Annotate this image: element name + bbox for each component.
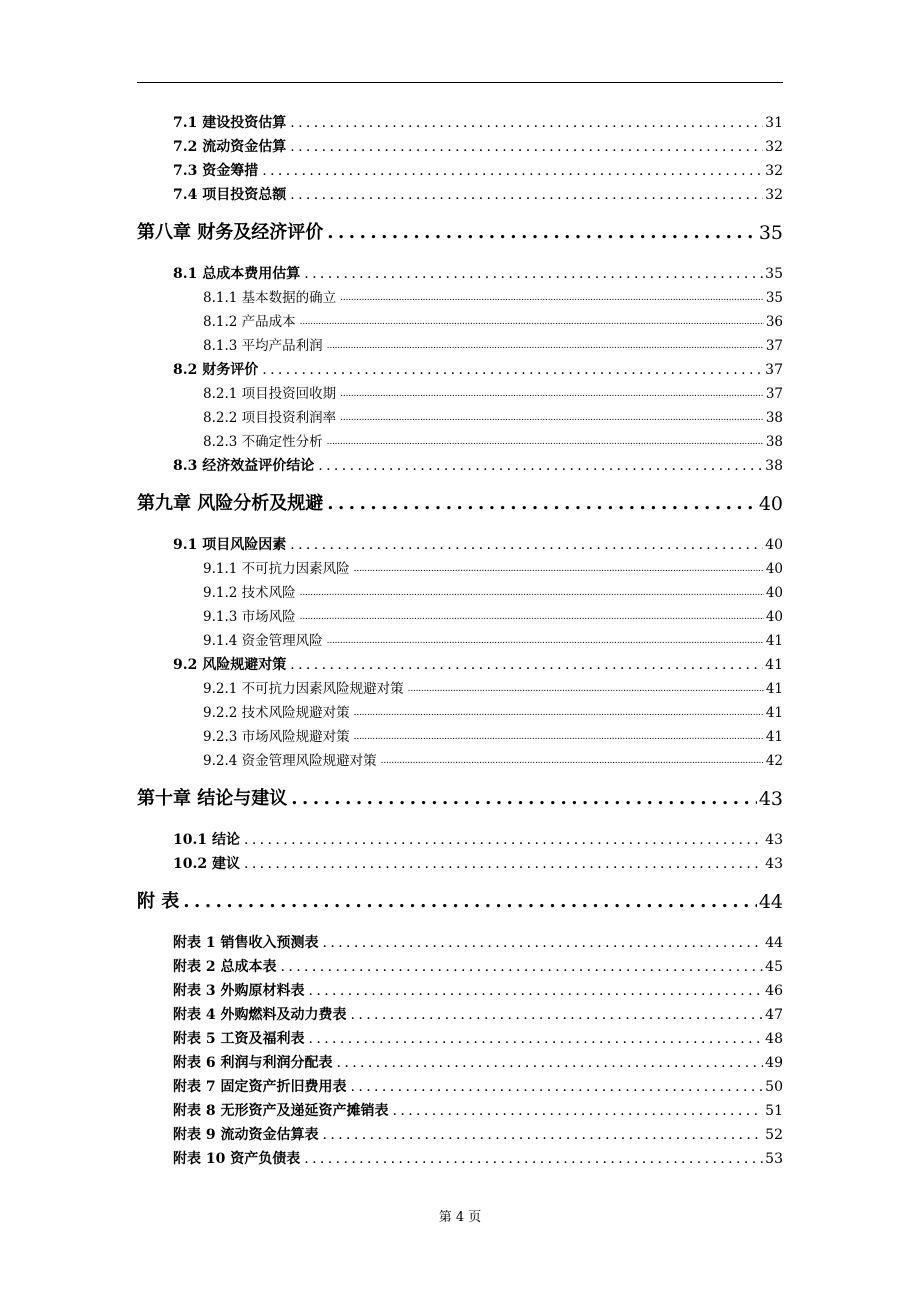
toc-entry-title: 9.2.2 技术风险规避对策 bbox=[203, 705, 350, 721]
toc-appendix-entry[interactable] bbox=[173, 956, 783, 978]
toc-entry-page-number: 51 bbox=[765, 1103, 783, 1119]
toc-entry-title: 8.1.3 平均产品利润 bbox=[203, 338, 323, 354]
toc-section-entry[interactable] bbox=[173, 455, 783, 477]
dot-leader bbox=[244, 853, 763, 875]
toc-entry-page-number: 37 bbox=[765, 338, 783, 354]
toc-entry-page-number: 38 bbox=[765, 458, 783, 474]
toc-entry-page-number: 41 bbox=[765, 729, 783, 745]
toc-entry-title: 8.2.3 不确定性分析 bbox=[203, 434, 323, 450]
dot-leader bbox=[354, 558, 764, 580]
dot-leader bbox=[281, 956, 764, 978]
dot-leader bbox=[408, 678, 764, 700]
dot-leader bbox=[381, 750, 764, 772]
toc-appendix-entry[interactable] bbox=[173, 1004, 783, 1026]
toc-entry-title: 附表 2 总成本表 bbox=[173, 959, 277, 975]
toc-section-entry[interactable] bbox=[173, 654, 783, 676]
dot-leader bbox=[393, 1100, 764, 1122]
toc-entry-title: 10.2 建议 bbox=[173, 856, 240, 872]
toc-entry-title: 7.4 项目投资总额 bbox=[173, 187, 287, 203]
toc-chapter-entry[interactable] bbox=[137, 784, 783, 814]
dot-leader bbox=[327, 431, 764, 453]
toc-appendix-entry[interactable] bbox=[173, 1028, 783, 1050]
toc-section-entry[interactable] bbox=[173, 853, 783, 875]
toc-entry-page-number: 47 bbox=[765, 1007, 783, 1023]
toc-section-entry[interactable] bbox=[173, 184, 783, 206]
toc-entry-page-number: 40 bbox=[765, 537, 783, 553]
toc-entry-page-number: 45 bbox=[765, 959, 783, 975]
toc-entry-page-number: 32 bbox=[765, 163, 783, 179]
toc-entry-title: 9.1.1 不可抗力因素风险 bbox=[203, 561, 350, 577]
toc-entry-page-number: 50 bbox=[765, 1079, 783, 1095]
dot-leader bbox=[340, 407, 764, 429]
toc-entry-page-number: 37 bbox=[765, 386, 783, 402]
toc-entry-page-number: 31 bbox=[765, 115, 783, 131]
toc-appendix-entry[interactable] bbox=[173, 932, 783, 954]
dot-leader bbox=[354, 726, 764, 748]
toc-entry-title: 9.2 风险规避对策 bbox=[173, 657, 287, 673]
toc-entry-page-number: 43 bbox=[758, 788, 783, 810]
toc-entry-page-number: 44 bbox=[758, 891, 783, 913]
toc-section-entry[interactable] bbox=[173, 829, 783, 851]
dot-leader bbox=[291, 784, 757, 814]
toc-appendix-entry[interactable] bbox=[173, 1076, 783, 1098]
dot-leader bbox=[290, 654, 763, 676]
toc-entry-page-number: 44 bbox=[765, 935, 783, 951]
toc-entry-page-number: 48 bbox=[765, 1031, 783, 1047]
toc-subsection-entry[interactable] bbox=[203, 287, 783, 309]
toc-entry-title: 附表 8 无形资产及递延资产摊销表 bbox=[173, 1103, 389, 1119]
toc-entry-title: 附表 4 外购燃料及动力费表 bbox=[173, 1007, 347, 1023]
toc-section-entry[interactable] bbox=[173, 534, 783, 556]
toc-entry-title: 8.1 总成本费用估算 bbox=[173, 266, 301, 282]
toc-entry-title: 7.2 流动资金估算 bbox=[173, 139, 287, 155]
toc-subsection-entry[interactable] bbox=[203, 383, 783, 405]
toc-entry-page-number: 40 bbox=[765, 609, 783, 625]
dot-leader bbox=[351, 1076, 764, 1098]
toc-appendix-entry[interactable] bbox=[173, 1052, 783, 1074]
toc-entry-page-number: 52 bbox=[765, 1127, 783, 1143]
toc-entry-page-number: 46 bbox=[765, 983, 783, 999]
toc-entry-title: 7.1 建设投资估算 bbox=[173, 115, 287, 131]
toc-subsection-entry[interactable] bbox=[203, 678, 783, 700]
toc-entry-page-number: 41 bbox=[765, 705, 783, 721]
toc-entry-title: 9.1.3 市场风险 bbox=[203, 609, 296, 625]
toc-entry-title: 9.2.4 资金管理风险规避对策 bbox=[203, 753, 377, 769]
toc-entry-page-number: 43 bbox=[765, 856, 783, 872]
toc-appendix-entry[interactable] bbox=[173, 980, 783, 1002]
dot-leader bbox=[304, 263, 763, 285]
toc-chapter-entry[interactable] bbox=[137, 489, 783, 519]
toc-entry-title: 附表 6 利润与利润分配表 bbox=[173, 1055, 333, 1071]
toc-subsection-entry[interactable] bbox=[203, 702, 783, 724]
toc-entry-title: 8.1.2 产品成本 bbox=[203, 314, 296, 330]
toc-subsection-entry[interactable] bbox=[203, 311, 783, 333]
toc-chapter-entry[interactable] bbox=[137, 887, 783, 917]
toc-entry-page-number: 42 bbox=[765, 753, 783, 769]
toc-subsection-entry[interactable] bbox=[203, 630, 783, 652]
toc-entry-page-number: 32 bbox=[765, 139, 783, 155]
toc-entry-page-number: 37 bbox=[765, 362, 783, 378]
toc-subsection-entry[interactable] bbox=[203, 335, 783, 357]
toc-entry-page-number: 41 bbox=[765, 681, 783, 697]
toc-entry-title: 8.2.1 项目投资回收期 bbox=[203, 386, 337, 402]
dot-leader bbox=[262, 160, 763, 182]
toc-entry-title: 10.1 结论 bbox=[173, 832, 240, 848]
dot-leader bbox=[354, 702, 764, 724]
toc-entry-title: 第十章 结论与建议 bbox=[137, 788, 288, 809]
toc-entry-title: 附表 5 工资及福利表 bbox=[173, 1031, 305, 1047]
dot-leader bbox=[351, 1004, 764, 1026]
toc-entry-title: 第八章 财务及经济评价 bbox=[137, 222, 324, 243]
toc-appendix-entry[interactable] bbox=[173, 1124, 783, 1146]
toc-entry-page-number: 35 bbox=[758, 222, 783, 244]
toc-entry-title: 附表 1 销售收入预测表 bbox=[173, 935, 319, 951]
dot-leader bbox=[290, 112, 763, 134]
dot-leader bbox=[290, 136, 763, 158]
toc-entry-title: 附表 7 固定资产折旧费用表 bbox=[173, 1079, 347, 1095]
toc-entry-title: 9.2.3 市场风险规避对策 bbox=[203, 729, 350, 745]
toc-entry-title: 9.1.4 资金管理风险 bbox=[203, 633, 323, 649]
dot-leader bbox=[183, 887, 757, 917]
toc-appendix-entry[interactable] bbox=[173, 1100, 783, 1122]
dot-leader bbox=[323, 932, 764, 954]
toc-subsection-entry[interactable] bbox=[203, 431, 783, 453]
toc-entry-page-number: 43 bbox=[765, 832, 783, 848]
toc-subsection-entry[interactable] bbox=[203, 582, 783, 604]
dot-leader bbox=[300, 606, 764, 628]
dot-leader bbox=[340, 383, 764, 405]
toc-entry-title: 8.2 财务评价 bbox=[173, 362, 259, 378]
dot-leader bbox=[262, 359, 763, 381]
dot-leader bbox=[327, 630, 764, 652]
toc-entry-title: 附表 9 流动资金估算表 bbox=[173, 1127, 319, 1143]
toc-entry-title: 附表 10 资产负债表 bbox=[173, 1151, 301, 1167]
toc-entry-title: 8.3 经济效益评价结论 bbox=[173, 458, 315, 474]
toc-entry-title: 附 表 bbox=[137, 891, 180, 912]
toc-entry-page-number: 36 bbox=[765, 314, 783, 330]
toc-subsection-entry[interactable] bbox=[203, 726, 783, 748]
toc-entry-title: 附表 3 外购原材料表 bbox=[173, 983, 305, 999]
toc-subsection-entry[interactable] bbox=[203, 606, 783, 628]
dot-leader bbox=[323, 1124, 764, 1146]
dot-leader bbox=[300, 311, 764, 333]
dot-leader bbox=[309, 1028, 764, 1050]
dot-leader bbox=[309, 980, 764, 1002]
toc-entry-title: 7.3 资金筹措 bbox=[173, 163, 259, 179]
toc-entry-page-number: 38 bbox=[765, 434, 783, 450]
toc-section-entry[interactable] bbox=[173, 112, 783, 134]
dot-leader bbox=[327, 218, 757, 248]
toc-section-entry[interactable] bbox=[173, 263, 783, 285]
dot-leader bbox=[318, 455, 763, 477]
toc-subsection-entry[interactable] bbox=[203, 558, 783, 580]
toc-entry-page-number: 41 bbox=[765, 657, 783, 673]
toc-entry-page-number: 40 bbox=[765, 561, 783, 577]
toc-entry-title: 9.1 项目风险因素 bbox=[173, 537, 287, 553]
toc-section-entry[interactable] bbox=[173, 136, 783, 158]
toc-entry-page-number: 53 bbox=[765, 1151, 783, 1167]
toc-entry-title: 8.1.1 基本数据的确立 bbox=[203, 290, 337, 306]
toc-section-entry[interactable] bbox=[173, 359, 783, 381]
toc-entry-title: 9.1.2 技术风险 bbox=[203, 585, 296, 601]
toc-subsection-entry[interactable] bbox=[203, 407, 783, 429]
page-number-footer: 第 4 页 bbox=[438, 1210, 482, 1225]
dot-leader bbox=[327, 335, 764, 357]
dot-leader bbox=[340, 287, 764, 309]
dot-leader bbox=[304, 1148, 763, 1170]
toc-entry-page-number: 49 bbox=[765, 1055, 783, 1071]
dot-leader bbox=[290, 184, 763, 206]
toc-entry-page-number: 40 bbox=[765, 585, 783, 601]
toc-entry-title: 第九章 风险分析及规避 bbox=[137, 493, 324, 514]
toc-entry-title: 9.2.1 不可抗力因素风险规避对策 bbox=[203, 681, 404, 697]
toc-entry-page-number: 35 bbox=[765, 290, 783, 306]
toc-entry-page-number: 40 bbox=[758, 493, 783, 515]
dot-leader bbox=[300, 582, 764, 604]
toc-subsection-entry[interactable] bbox=[203, 750, 783, 772]
dot-leader bbox=[244, 829, 763, 851]
toc-entry-page-number: 41 bbox=[765, 633, 783, 649]
toc-appendix-entry[interactable] bbox=[173, 1148, 783, 1170]
toc-entry-page-number: 32 bbox=[765, 187, 783, 203]
toc-entry-page-number: 38 bbox=[765, 410, 783, 426]
dot-leader bbox=[337, 1052, 764, 1074]
toc-section-entry[interactable] bbox=[173, 160, 783, 182]
toc-entry-page-number: 35 bbox=[765, 266, 783, 282]
dot-leader bbox=[327, 489, 757, 519]
dot-leader bbox=[290, 534, 763, 556]
toc-chapter-entry[interactable] bbox=[137, 218, 783, 248]
toc-entry-title: 8.2.2 项目投资利润率 bbox=[203, 410, 337, 426]
